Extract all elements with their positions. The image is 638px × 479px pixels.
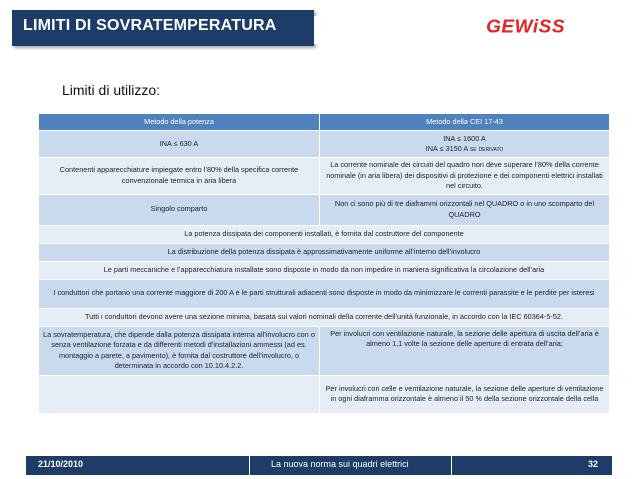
- header: [0, 0, 638, 60]
- table-cell: Non ci sono più di tre diaframmi orizzontali nel QUADRO o in uno scomparto del QUADRO: [320, 194, 610, 225]
- footer-title: La nuova norma sui quadri elettrici: [271, 459, 409, 469]
- page-number: 32: [588, 459, 599, 469]
- table-cell: Contenenti apparecchiature impiegate entro l’80% della specifica corrente convenzionale termica in aria libera: [39, 158, 320, 195]
- footer-divider: [451, 456, 452, 475]
- table-row: [39, 158, 610, 195]
- cell-text: INA ≤ 630 A: [159, 138, 199, 148]
- table-row: [39, 326, 610, 375]
- table-row: [39, 225, 610, 243]
- footer-date: 21/10/2010: [38, 459, 84, 469]
- table-row: [39, 308, 610, 326]
- footer-divider: [249, 456, 250, 475]
- logo-area: [314, 16, 638, 44]
- subtitle: Limiti di utilizzo:: [62, 82, 161, 98]
- table-cell: Per involucri con ventilazione naturale, la sezione delle apertura di uscita dell’aria è almeno 1,1 volte la sezione delle aperture di entrata dell’aria;: [320, 326, 610, 375]
- table-cell: INA ≤ 1600 A INA ≤ 3150 A se derivato: [320, 131, 610, 158]
- table-row: [39, 243, 610, 261]
- column-header: Metodo della potenza: [39, 114, 320, 131]
- page-title: LIMITI DI SOVRATEMPERATURA: [23, 17, 277, 34]
- limits-table: [38, 113, 610, 414]
- table-cell: Singolo comparto: [39, 194, 320, 225]
- footer-bar: [26, 456, 612, 475]
- table-cell: Per involucri con celle e ventilazione naturale, la sezione delle aperture di ventilazione in ogni diaframma orizzontale è almeno il 50 % della sezione orizzontale della cella: [320, 375, 610, 413]
- table-cell: [39, 375, 320, 413]
- table-cell: Tutti i conduttori devono avere una sezione minima, basata sui valori nominali della corrente dell’unità funzionale, in accordo con la IEC 60364-5-52.: [39, 308, 610, 326]
- table-cell: La distribuzione della potenza dissipata è approssimativamente uniforme all’interno dell’involucro: [39, 243, 610, 261]
- title-bar: [12, 10, 314, 46]
- table-row: [39, 261, 610, 279]
- table-row: [39, 194, 610, 225]
- table-cell: La sovratemperatura, che dipende dalla potenza dissipata interna all’involucro con o senza ventilazione forzata e da differenti metodi d’installazioni ammessi (ad es. montaggio a parete, a pavimento), è fornita dal costruttore dell’involucro, o determinata in accordo con 10.10.4.2.2.: [39, 326, 320, 375]
- table-cell: I conduttori che portano una corrente maggiore di 200 A e le parti strutturali adiacenti sono disposte in modo da minimizzare le correnti parassite e le perdite per isteresi: [39, 279, 610, 308]
- gewiss-logo: GEWiSS: [486, 17, 565, 38]
- column-header: Metodo della CEI 17-43: [320, 114, 610, 131]
- table-cell: Le parti meccaniche e l’apparecchiatura installate sono disposte in modo da non impedire in maniera significativa la circolazione dell’aria: [39, 261, 610, 279]
- table-row: [39, 375, 610, 413]
- table-cell: [39, 131, 320, 158]
- table-header-row: [39, 114, 610, 131]
- table-row: [39, 131, 610, 158]
- table-cell: La corrente nominale dei circuiti del quadro non deve superare l’80% della corrente nominale (in aria libera) dei dispositivi di protezione e dei componenti elettrici installati nel circuito.: [320, 158, 610, 195]
- table-row: [39, 279, 610, 308]
- table-cell: La potenza dissipata dei componenti installati, è fornita dal costruttore del componente: [39, 225, 610, 243]
